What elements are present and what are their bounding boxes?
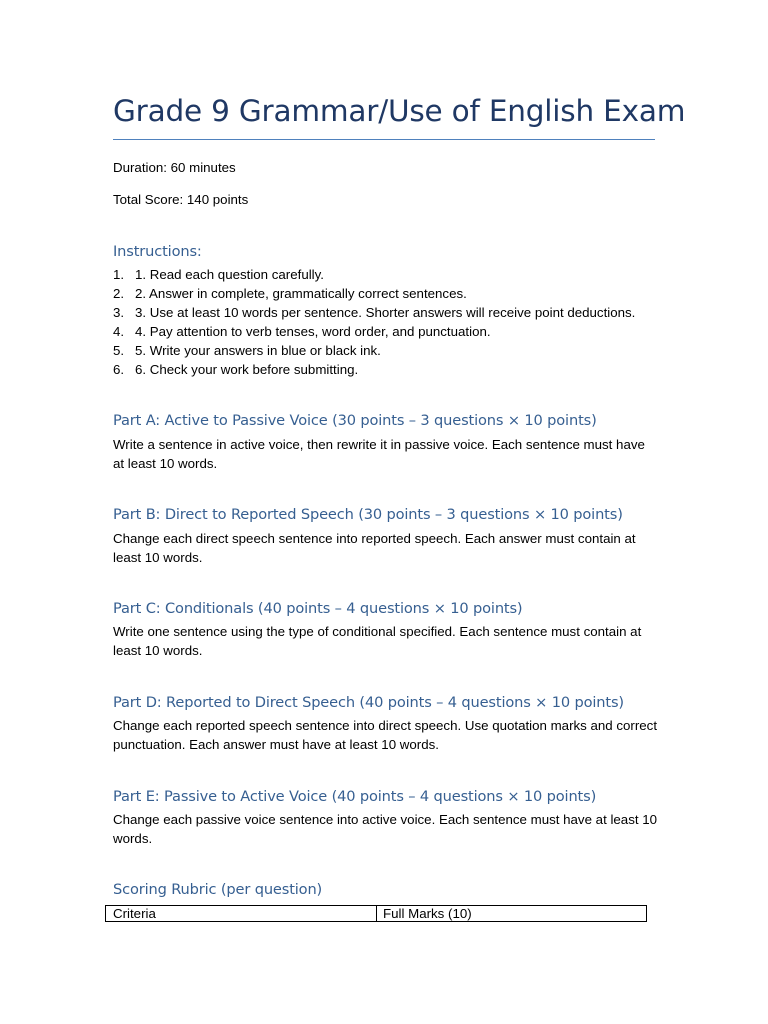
part-c-description: Write one sentence using the type of conditional specified. Each sentence must contain at least 10 words. — [113, 624, 642, 658]
part-a-description: Write a sentence in active voice, then rewrite it in passive voice. Each sentence must have at least 10 words. — [113, 437, 645, 471]
part-d-heading: Part D: Reported to Direct Speech (40 points – 4 questions × 10 points) — [113, 694, 624, 711]
rubric-heading: Scoring Rubric (per question) — [113, 881, 323, 898]
part-e-description: Change each passive voice sentence into active voice. Each sentence must have at least 10 words. — [113, 812, 658, 846]
rubric-header-criteria: Criteria — [106, 906, 377, 921]
list-item — [113, 265, 635, 284]
list-item-number: 1. — [113, 267, 125, 282]
part-b-description: Change each direct speech sentence into reported speech. Each answer must contain at least 10 words. — [113, 531, 636, 565]
part-a-heading: Part A: Active to Passive Voice (30 points – 3 questions × 10 points) — [113, 412, 597, 429]
list-item-number: 4. — [113, 324, 125, 339]
list-item-text: 2. Answer in complete, grammatically correct sentences. — [135, 286, 467, 301]
list-item — [113, 284, 635, 303]
instructions-list — [113, 265, 635, 379]
part-b-heading: Part B: Direct to Reported Speech (30 points – 3 questions × 10 points) — [113, 506, 623, 523]
rubric-header-full-marks: Full Marks (10) — [383, 906, 472, 921]
instructions-heading: Instructions: — [113, 243, 202, 260]
list-item-text: 1. Read each question carefully. — [135, 267, 324, 282]
list-item-text: 6. Check your work before submitting. — [135, 362, 359, 377]
page-title: Grade 9 Grammar/Use of English Exam — [113, 94, 686, 128]
total-score-text: Total Score: 140 points — [113, 192, 249, 207]
list-item-number: 5. — [113, 343, 125, 358]
part-e-heading: Part E: Passive to Active Voice (40 points – 4 questions × 10 points) — [113, 788, 597, 805]
list-item — [113, 360, 635, 379]
part-c-heading: Part C: Conditionals (40 points – 4 questions × 10 points) — [113, 600, 523, 617]
list-item-number: 3. — [113, 305, 125, 320]
list-item-text: 5. Write your answers in blue or black ink. — [135, 343, 381, 358]
part-d-description: Change each reported speech sentence into direct speech. Use quotation marks and correct punctuation. Each answer must have at least 10 words. — [113, 718, 658, 752]
duration-text: Duration: 60 minutes — [113, 160, 236, 175]
list-item-text: 4. Pay attention to verb tenses, word order, and punctuation. — [135, 324, 491, 339]
list-item — [113, 303, 635, 322]
title-underline — [113, 139, 655, 140]
rubric-table — [105, 905, 647, 922]
list-item-number: 6. — [113, 362, 125, 377]
list-item — [113, 341, 635, 360]
list-item-number: 2. — [113, 286, 125, 301]
list-item-text: 3. Use at least 10 words per sentence. Shorter answers will receive point deductions. — [135, 305, 636, 320]
list-item — [113, 322, 635, 341]
